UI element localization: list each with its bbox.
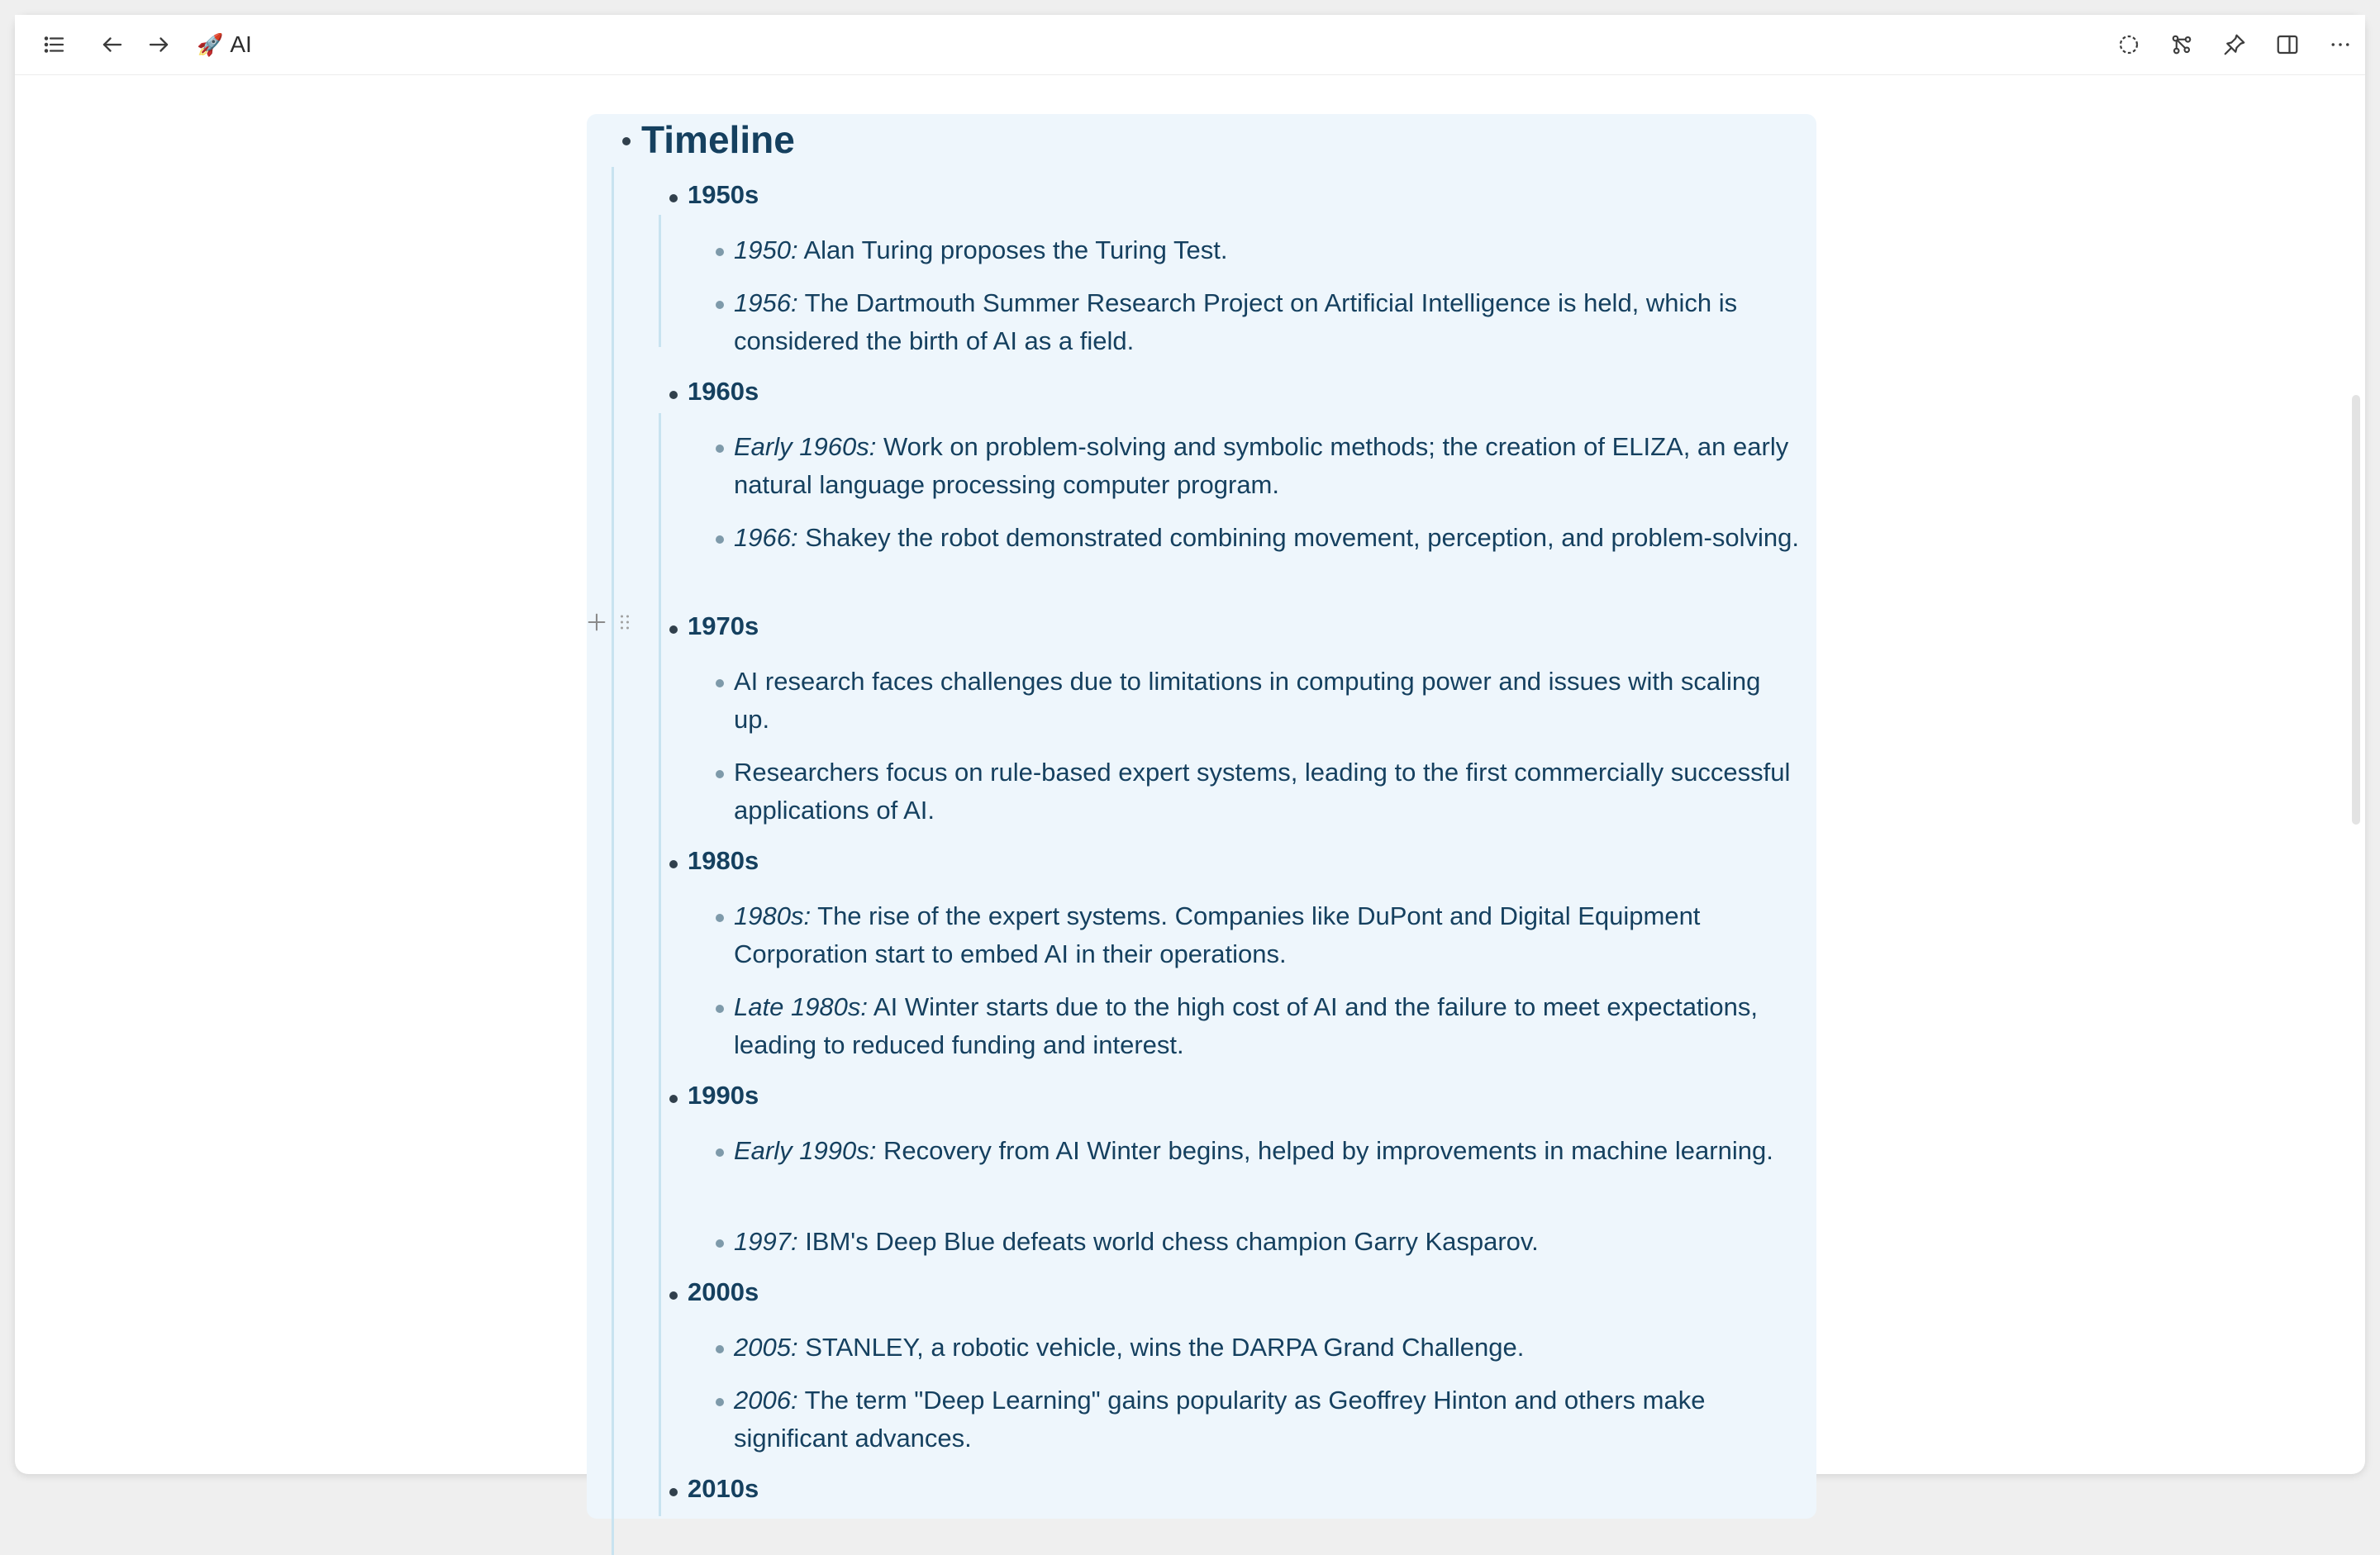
item-date: 1956: <box>734 288 798 317</box>
list-item <box>734 428 1800 504</box>
item-text: The rise of the expert systems. Companies like DuPont and Digital Equipment Corporation start to embed AI in their operations. <box>734 901 1701 968</box>
bullet[interactable] <box>669 1291 678 1300</box>
bullet[interactable] <box>716 679 724 687</box>
item-date: 1966: <box>734 523 798 552</box>
bullet[interactable] <box>716 1345 724 1353</box>
bullet[interactable] <box>716 248 724 256</box>
item-date: 1997: <box>734 1227 798 1256</box>
bullet[interactable] <box>716 1239 724 1248</box>
item-text: AI research faces challenges due to limitations in computing power and issues with scaling up. <box>734 667 1761 734</box>
section-label: 1980s <box>688 846 759 875</box>
item-date: 2006: <box>734 1386 798 1415</box>
top-toolbar <box>15 15 2365 75</box>
bullet[interactable] <box>669 1095 678 1103</box>
graph-nodes-icon[interactable] <box>2167 30 2197 59</box>
bullet[interactable] <box>716 535 724 544</box>
bullet[interactable] <box>716 770 724 778</box>
list-item <box>734 754 1800 830</box>
list-item <box>734 897 1800 973</box>
section-label: 1970s <box>688 611 759 640</box>
section-label: 1960s <box>688 377 759 406</box>
section-label: 1950s <box>688 180 759 209</box>
pin-icon[interactable] <box>2220 30 2249 59</box>
bullet[interactable] <box>669 860 678 868</box>
item-text: The term "Deep Learning" gains popularity as Geoffrey Hinton and others make significant advances. <box>734 1386 1706 1453</box>
bullet[interactable] <box>716 1398 724 1406</box>
item-text: Alan Turing proposes the Turing Test. <box>797 235 1228 264</box>
heading-timeline: Timeline <box>641 118 795 161</box>
page-title-text: AI <box>230 31 252 57</box>
list-item <box>734 284 1800 360</box>
item-text: IBM's Deep Blue defeats world chess champion Garry Kasparov. <box>797 1227 1539 1256</box>
more-horizontal-icon[interactable] <box>2325 30 2355 59</box>
section-label: 2010s <box>688 1474 759 1503</box>
outline-list-icon[interactable] <box>40 30 69 59</box>
item-text: Work on problem-solving and symbolic methods; the creation of ELIZA, an early natural language processing computer program. <box>734 432 1789 499</box>
item-date: 2005: <box>734 1333 798 1362</box>
focus-circle-icon[interactable] <box>2114 30 2144 59</box>
indent-guide <box>659 1314 661 1516</box>
item-text: Recovery from AI Winter begins, helped by improvements in machine learning. <box>876 1136 1773 1165</box>
page-title[interactable] <box>197 28 252 61</box>
document-content <box>15 74 2365 1503</box>
vertical-scrollbar[interactable] <box>2352 395 2360 825</box>
list-item <box>734 231 1800 269</box>
bullet[interactable] <box>669 625 678 634</box>
add-block-icon[interactable] <box>585 611 608 638</box>
item-text: AI Winter starts due to the high cost of AI and the failure to meet expectations, leading to reduced funding and interest. <box>734 992 1759 1059</box>
list-item <box>734 663 1800 739</box>
item-text: The Dartmouth Summer Research Project on Artificial Intelligence is held, which is considered the birth of AI as a field. <box>734 288 1738 355</box>
bullet[interactable] <box>669 194 678 202</box>
list-item <box>734 519 1800 557</box>
indent-guide <box>659 882 661 1122</box>
item-text: STANLEY, a robotic vehicle, wins the DARPA Grand Challenge. <box>797 1333 1525 1362</box>
bullet[interactable] <box>716 914 724 922</box>
bullet[interactable] <box>716 445 724 453</box>
section-label: 2000s <box>688 1277 759 1306</box>
app-window <box>15 15 2365 1503</box>
bullet[interactable] <box>622 137 631 145</box>
indent-guide <box>659 215 661 347</box>
block-hover-tools <box>585 611 633 638</box>
bullet[interactable] <box>716 1148 724 1157</box>
indent-guide <box>659 648 661 887</box>
list-item <box>734 1132 1800 1170</box>
back-arrow-icon[interactable] <box>98 30 127 59</box>
indent-guide <box>612 167 614 1555</box>
item-text: Shakey the robot demonstrated combining movement, perception, and problem-solving. <box>797 523 1799 552</box>
section-label: 1990s <box>688 1081 759 1110</box>
item-date: 1950: <box>734 235 798 264</box>
list-item <box>734 1381 1800 1458</box>
item-date: Early 1960s: <box>734 432 877 461</box>
item-date: Early 1990s: <box>734 1136 877 1165</box>
bullet[interactable] <box>716 1005 724 1013</box>
bullet[interactable] <box>669 391 678 399</box>
bullet[interactable] <box>716 301 724 309</box>
drag-handle-icon[interactable] <box>616 611 633 638</box>
list-item <box>734 1223 1800 1261</box>
list-item <box>734 988 1800 1064</box>
forward-arrow-icon[interactable] <box>144 30 174 59</box>
indent-guide <box>659 413 661 649</box>
indent-guide <box>659 1117 661 1318</box>
bullet[interactable] <box>669 1488 678 1496</box>
split-panel-icon[interactable] <box>2273 30 2302 59</box>
list-item <box>734 1329 1800 1367</box>
item-text: Researchers focus on rule-based expert systems, leading to the first commercially successful applications of AI. <box>734 758 1791 825</box>
item-date: 1980s: <box>734 901 812 930</box>
item-date: Late 1980s: <box>734 992 869 1021</box>
rocket-icon: 🚀 <box>197 31 224 57</box>
